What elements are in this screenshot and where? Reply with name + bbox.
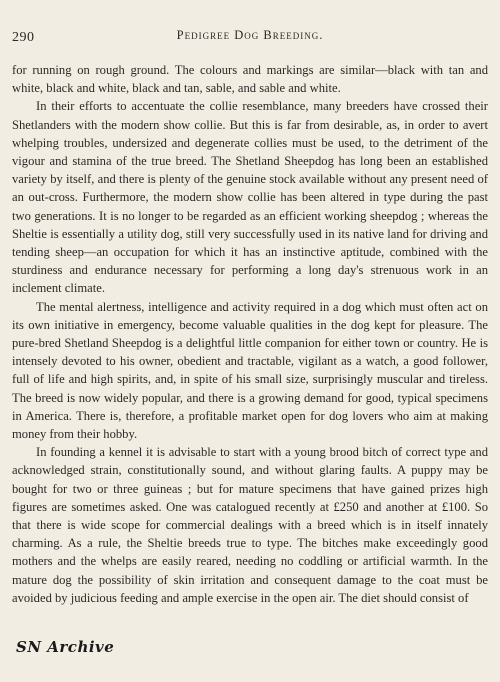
page-number: 290	[12, 30, 35, 45]
paragraph-continuation: for running on rough ground. The colours and markings are similar—black with tan and white, black and white, black and tan, sable, and sable and white.	[12, 63, 488, 96]
archive-watermark: SN Archive	[16, 638, 115, 656]
page-header	[12, 28, 488, 48]
body-text	[12, 61, 488, 607]
paragraph-mental-alertness: The mental alertness, intelligence and activity required in a dog which must often act on its own initiative in emergency, become valuable qualities in the dog kept for pleasure. The pure-bred Shetland Sheepdog is a delightful little companion for either town or country. He is intensely devoted to his owner, obedient and tractable, vigilant as a watch, a good follower, full of life and high spirits, and, in spite of his small size, surprisingly muscular and tireless. The breed is now widely popular, and there is a growing demand for good, typical specimens in America. There is, therefore, a profitable market open for dog lovers who aim at making money from their hobby.	[12, 299, 488, 442]
paragraph-collie-resemblance: In their efforts to accentuate the collie resemblance, many breeders have crossed their Shetlanders with the modern show collie. But this is far from desirable, as, in order to avert whelping troubles, undersized and degenerate collies must be used, to the detriment of the vigour and stamina of the true breed. The Shetland Sheepdog has long been an established variety by itself, and there is plenty of the genuine stock available without any present need of an out-cross. Furthermore, the modern show collie has been altered in type during the past two generations. It is no longer to be regarded as an efficient working sheepdog ; whereas the Sheltie is essentially a utility dog, still very successfully used in its native land for driving and tending sheep—an occupation for which it has an instinctive aptitude, combined with the sturdiness and endurance necessary for performing a long day's strenuous work in an inclement climate.	[12, 99, 488, 296]
running-title: Pedigree Dog Breeding.	[176, 28, 324, 42]
paragraph-founding-kennel: In founding a kennel it is advisable to start with a young brood bitch of correct type and acknowledged strain, constitutionally sound, and without glaring faults. A puppy may be bought for two or three guineas ; but for mature specimens that have gained prizes high figures are sometimes asked. One was catalogued recently at £250 and another at £100. So that there is wide scope for commercial dealings with a breed which is in itself innately charming. As a rule, the Sheltie breeds true to type. The bitches make exceedingly good mothers and the whelps are easily reared, needing no coddling or artificial warmth. In the mature dog the possibility of skin irritation and consequent damage to the coat must be avoided by judicious feeding and ample exercise in the open air. The diet should consist of	[12, 445, 488, 605]
